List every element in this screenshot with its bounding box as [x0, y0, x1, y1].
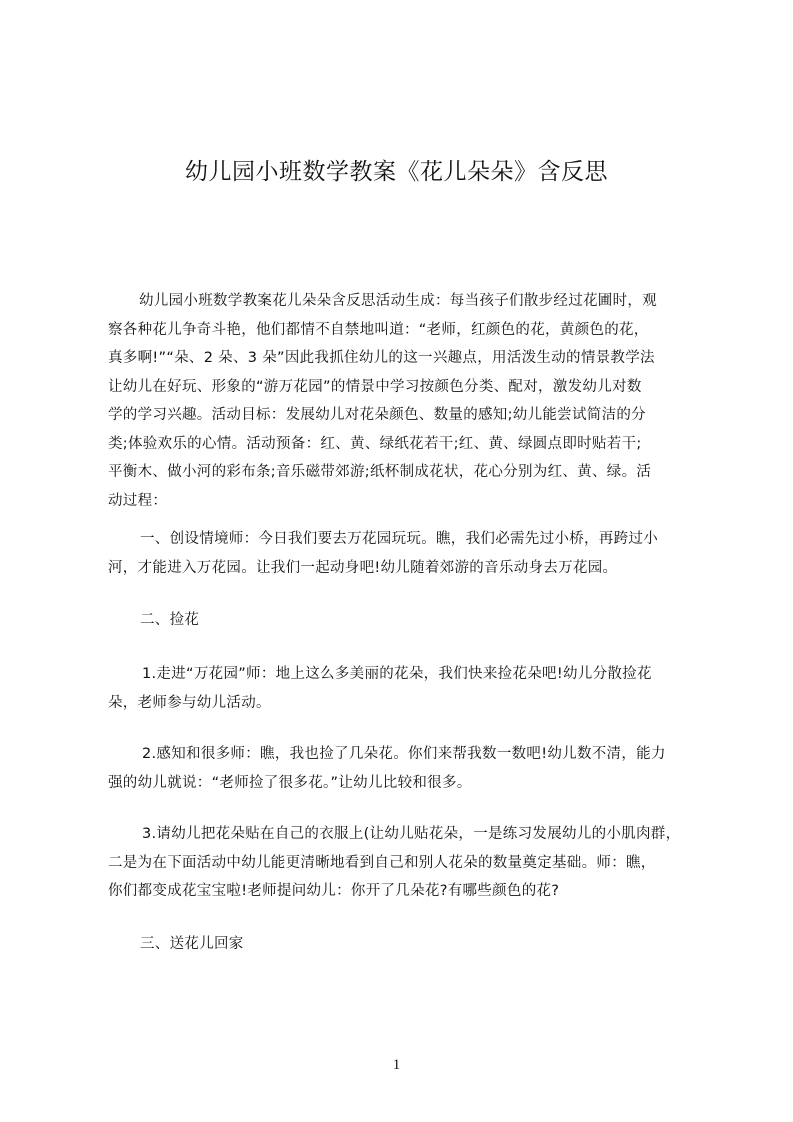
text-line: 朵，老师参与幼儿活动。: [108, 694, 271, 711]
paragraph-step-3: [108, 820, 680, 906]
text-line: 真多啊!”“朵、2 朵、3 朵”因此我抓住幼儿的这一兴趣点，用活泼生动的情景教学法: [108, 350, 655, 366]
text-line: 类;体验欢乐的心情。活动预备：红、黄、绿纸花若干;红、黄、绿圆点即时贴若干;: [108, 435, 642, 452]
heading-section-three: [140, 930, 244, 959]
paragraph-intro: [108, 287, 657, 515]
page-number: 1: [392, 1057, 401, 1073]
text-line: 1.走进“万花园”师：地上这么多美丽的花朵，我们快来捡花朵吧!幼儿分散捡花: [142, 666, 652, 682]
document-title: 幼儿园小班数学教案《花儿朵朵》含反思: [185, 159, 608, 186]
text-line: 2.感知和很多师：瞧，我也捡了几朵花。你们来帮我数一数吧!幼儿数不清，能力: [142, 746, 666, 762]
text-line: 三、送花儿回家: [140, 936, 244, 952]
text-line: 动过程：: [108, 492, 168, 509]
text-line: 幼儿园小班数学教案花儿朵朵含反思活动生成：每当孩子们散步经过花圃时，观: [139, 293, 657, 309]
text-line: 强的幼儿就说：“老师捡了很多花。”让幼儿比较和很多。: [108, 774, 472, 791]
paragraph-step-1: [108, 660, 652, 717]
text-line: 察各种花儿争奇斗艳，他们都情不自禁地叫道：“老师，红颜色的花，黄颜色的花，: [108, 321, 649, 338]
heading-section-two: [140, 606, 199, 635]
text-line: 平衡木、做小河的彩布条;音乐磁带郊游;纸杯制成花状，花心分别为红、黄、绿。活: [108, 464, 652, 480]
text-line: 学的学习兴趣。活动目标：发展幼儿对花朵颜色、数量的感知;幼儿能尝试简洁的分: [108, 407, 646, 423]
text-line: 让幼儿在好玩、形象的“游万花园”的情景中学习按颜色分类、配对，激发幼儿对数: [108, 378, 642, 395]
paragraph-section-one: [108, 525, 658, 582]
text-line: 河，才能进入万花园。让我们一起动身吧!幼儿随着郊游的音乐动身去万花园。: [108, 559, 618, 576]
text-line: 二是为在下面活动中幼儿能更清晰地看到自己和别人花朵的数量奠定基础。师：瞧，: [108, 854, 656, 871]
text-line: 你们都变成花宝宝啦!老师提问幼儿：你开了几朵花?有哪些颜色的花?: [108, 883, 560, 899]
paragraph-step-2: [108, 740, 666, 797]
text-line: 一、创设情境师：今日我们要去万花园玩玩。瞧，我们必需先过小桥，再跨过小: [140, 531, 658, 547]
text-line: 二、捡花: [140, 612, 200, 628]
text-line: 3.请幼儿把花朵贴在自己的衣服上(让幼儿贴花朵，一是练习发展幼儿的小肌肉群，: [142, 826, 681, 842]
